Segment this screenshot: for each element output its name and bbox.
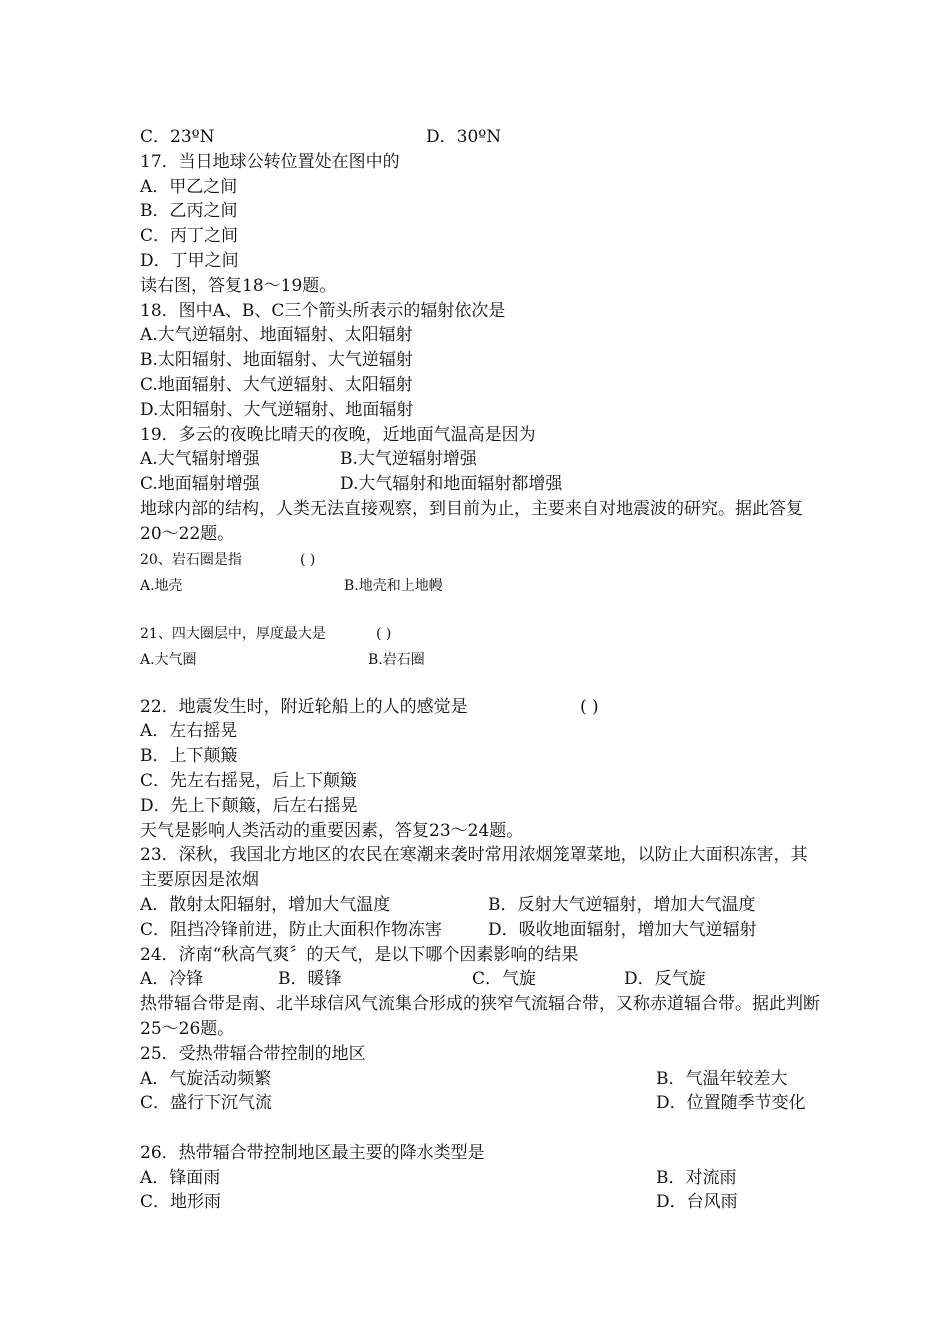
q22-option-d: D．先上下颠簸，后左右摇晃	[140, 795, 358, 816]
q25-stem: 25．受热带辐合带控制的地区	[140, 1043, 366, 1064]
q25-option-a: A．气旋活动频繁	[140, 1068, 272, 1089]
q16-option-c: C．23ºN	[140, 127, 215, 147]
q20-stem-line	[140, 547, 820, 573]
q26-option-b: B．对流雨	[656, 1167, 737, 1188]
q24-option-d: D．反气旋	[624, 969, 706, 990]
q24-option-a: A．冷锋	[140, 969, 204, 990]
q22-answer-paren: ( )	[580, 696, 599, 717]
q23-option-d: D．吸收地面辐射，增加大气逆辐射	[488, 919, 757, 940]
q24-option-b: B．暖锋	[278, 969, 342, 990]
intro-23-24: 天气是影响人类活动的重要因素，答复23～24题。	[140, 820, 524, 841]
q24-stem: 24．济南“秋高气爽〞的天气，是以下哪个因素影响的结果	[140, 944, 579, 965]
q23-stem: 23．深秋，我国北方地区的农民在寒潮来袭时常用浓烟笼罩菜地，以防止大面积冻害，其主要原因是浓烟	[140, 845, 808, 891]
q17-option-b: B．乙丙之间	[140, 201, 238, 222]
q22-option-c: C．先左右摇晃，后上下颠簸	[140, 770, 358, 791]
q25-option-c: C．盛行下沉气流	[140, 1093, 273, 1114]
q17-option-c: C．丙丁之间	[140, 226, 239, 247]
q18-option-a: A.大气逆辐射、地面辐射、太阳辐射	[140, 325, 413, 346]
q17-option-d: D．丁甲之间	[140, 250, 239, 271]
q21-answer-paren: ( )	[376, 625, 392, 642]
q22-stem-line	[140, 695, 820, 720]
q20-stem: 20、岩石圈是指	[140, 551, 242, 568]
q19-option-b: B.大气逆辐射增强	[340, 449, 477, 470]
q23-options-cd	[140, 918, 820, 943]
q16-option-d: D．30ºN	[426, 127, 502, 147]
q19-option-a: A.大气辐射增强	[140, 449, 260, 470]
q19-stem: 19．多云的夜晚比晴天的夜晚，近地面气温高是因为	[140, 424, 536, 445]
q26-stem: 26．热带辐合带控制地区最主要的降水类型是	[140, 1142, 485, 1163]
q18-option-d: D.太阳辐射、大气逆辐射、地面辐射	[140, 399, 414, 420]
q16-options-cd	[140, 125, 820, 150]
q22-option-a: A．左右摇晃	[140, 721, 238, 742]
q20-options	[140, 573, 820, 599]
q24-option-c: C．气旋	[472, 969, 537, 990]
q23-option-c: C．阻挡冷锋前进，防止大面积作物冻害	[140, 919, 443, 940]
q19-options-cd	[140, 472, 820, 497]
exam-page	[140, 125, 820, 1215]
q22-stem: 22．地震发生时，附近轮船上的人的感觉是	[140, 696, 468, 717]
q23-option-b: B．反射大气逆辐射，增加大气温度	[488, 894, 756, 915]
q17-option-a: A．甲乙之间	[140, 176, 238, 197]
q25-option-d: D．位置随季节变化	[656, 1093, 806, 1114]
intro-25-26: 热带辐合带是南、北半球信风气流集合形成的狭窄气流辐合带，又称赤道辐合带。据此判断25～26题。	[140, 994, 820, 1039]
q20-answer-paren: ( )	[300, 551, 316, 568]
q26-option-d: D．台风雨	[656, 1192, 738, 1213]
intro-18-19: 读右图，答复18～19题。	[140, 275, 337, 296]
spacer	[140, 1116, 820, 1141]
q19-option-d: D.大气辐射和地面辐射都增强	[340, 474, 563, 495]
q21-stem-line	[140, 621, 820, 647]
spacer	[140, 673, 820, 695]
spacer	[140, 599, 820, 621]
q25-option-b: B．气温年较差大	[656, 1068, 788, 1089]
q20-option-a: A.地壳	[140, 577, 183, 594]
q24-options	[140, 967, 820, 992]
q19-option-c: C.地面辐射增强	[140, 474, 260, 495]
q21-option-b: B.岩石圈	[368, 651, 425, 668]
q18-option-b: B.太阳辐射、地面辐射、大气逆辐射	[140, 350, 413, 371]
q25-options-ab	[140, 1067, 820, 1092]
q25-options-cd	[140, 1091, 820, 1116]
q21-options	[140, 647, 820, 673]
intro-20-22: 地球内部的结构，人类无法直接观察，到目前为止，主要来自对地震波的研究。据此答复20～22题。	[140, 498, 803, 544]
q23-options-ab	[140, 893, 820, 918]
q17-stem: 17．当日地球公转位置处在图中的	[140, 151, 400, 172]
q26-option-a: A．锋面雨	[140, 1167, 221, 1188]
q20-option-b: B.地壳和上地幔	[344, 577, 443, 594]
q22-option-b: B．上下颠簸	[140, 746, 238, 767]
q26-options-cd	[140, 1190, 820, 1215]
q21-stem: 21、四大圈层中，厚度最大是	[140, 625, 326, 642]
q26-options-ab	[140, 1166, 820, 1191]
q19-options-ab	[140, 447, 820, 472]
q21-option-a: A.大气圈	[140, 651, 197, 668]
q23-option-a: A．散射太阳辐射，增加大气温度	[140, 894, 391, 915]
q26-option-c: C．地形雨	[140, 1192, 222, 1213]
q18-stem: 18．图中A、B、C三个箭头所表示的辐射依次是	[140, 300, 506, 321]
q18-option-c: C.地面辐射、大气逆辐射、太阳辐射	[140, 374, 413, 395]
